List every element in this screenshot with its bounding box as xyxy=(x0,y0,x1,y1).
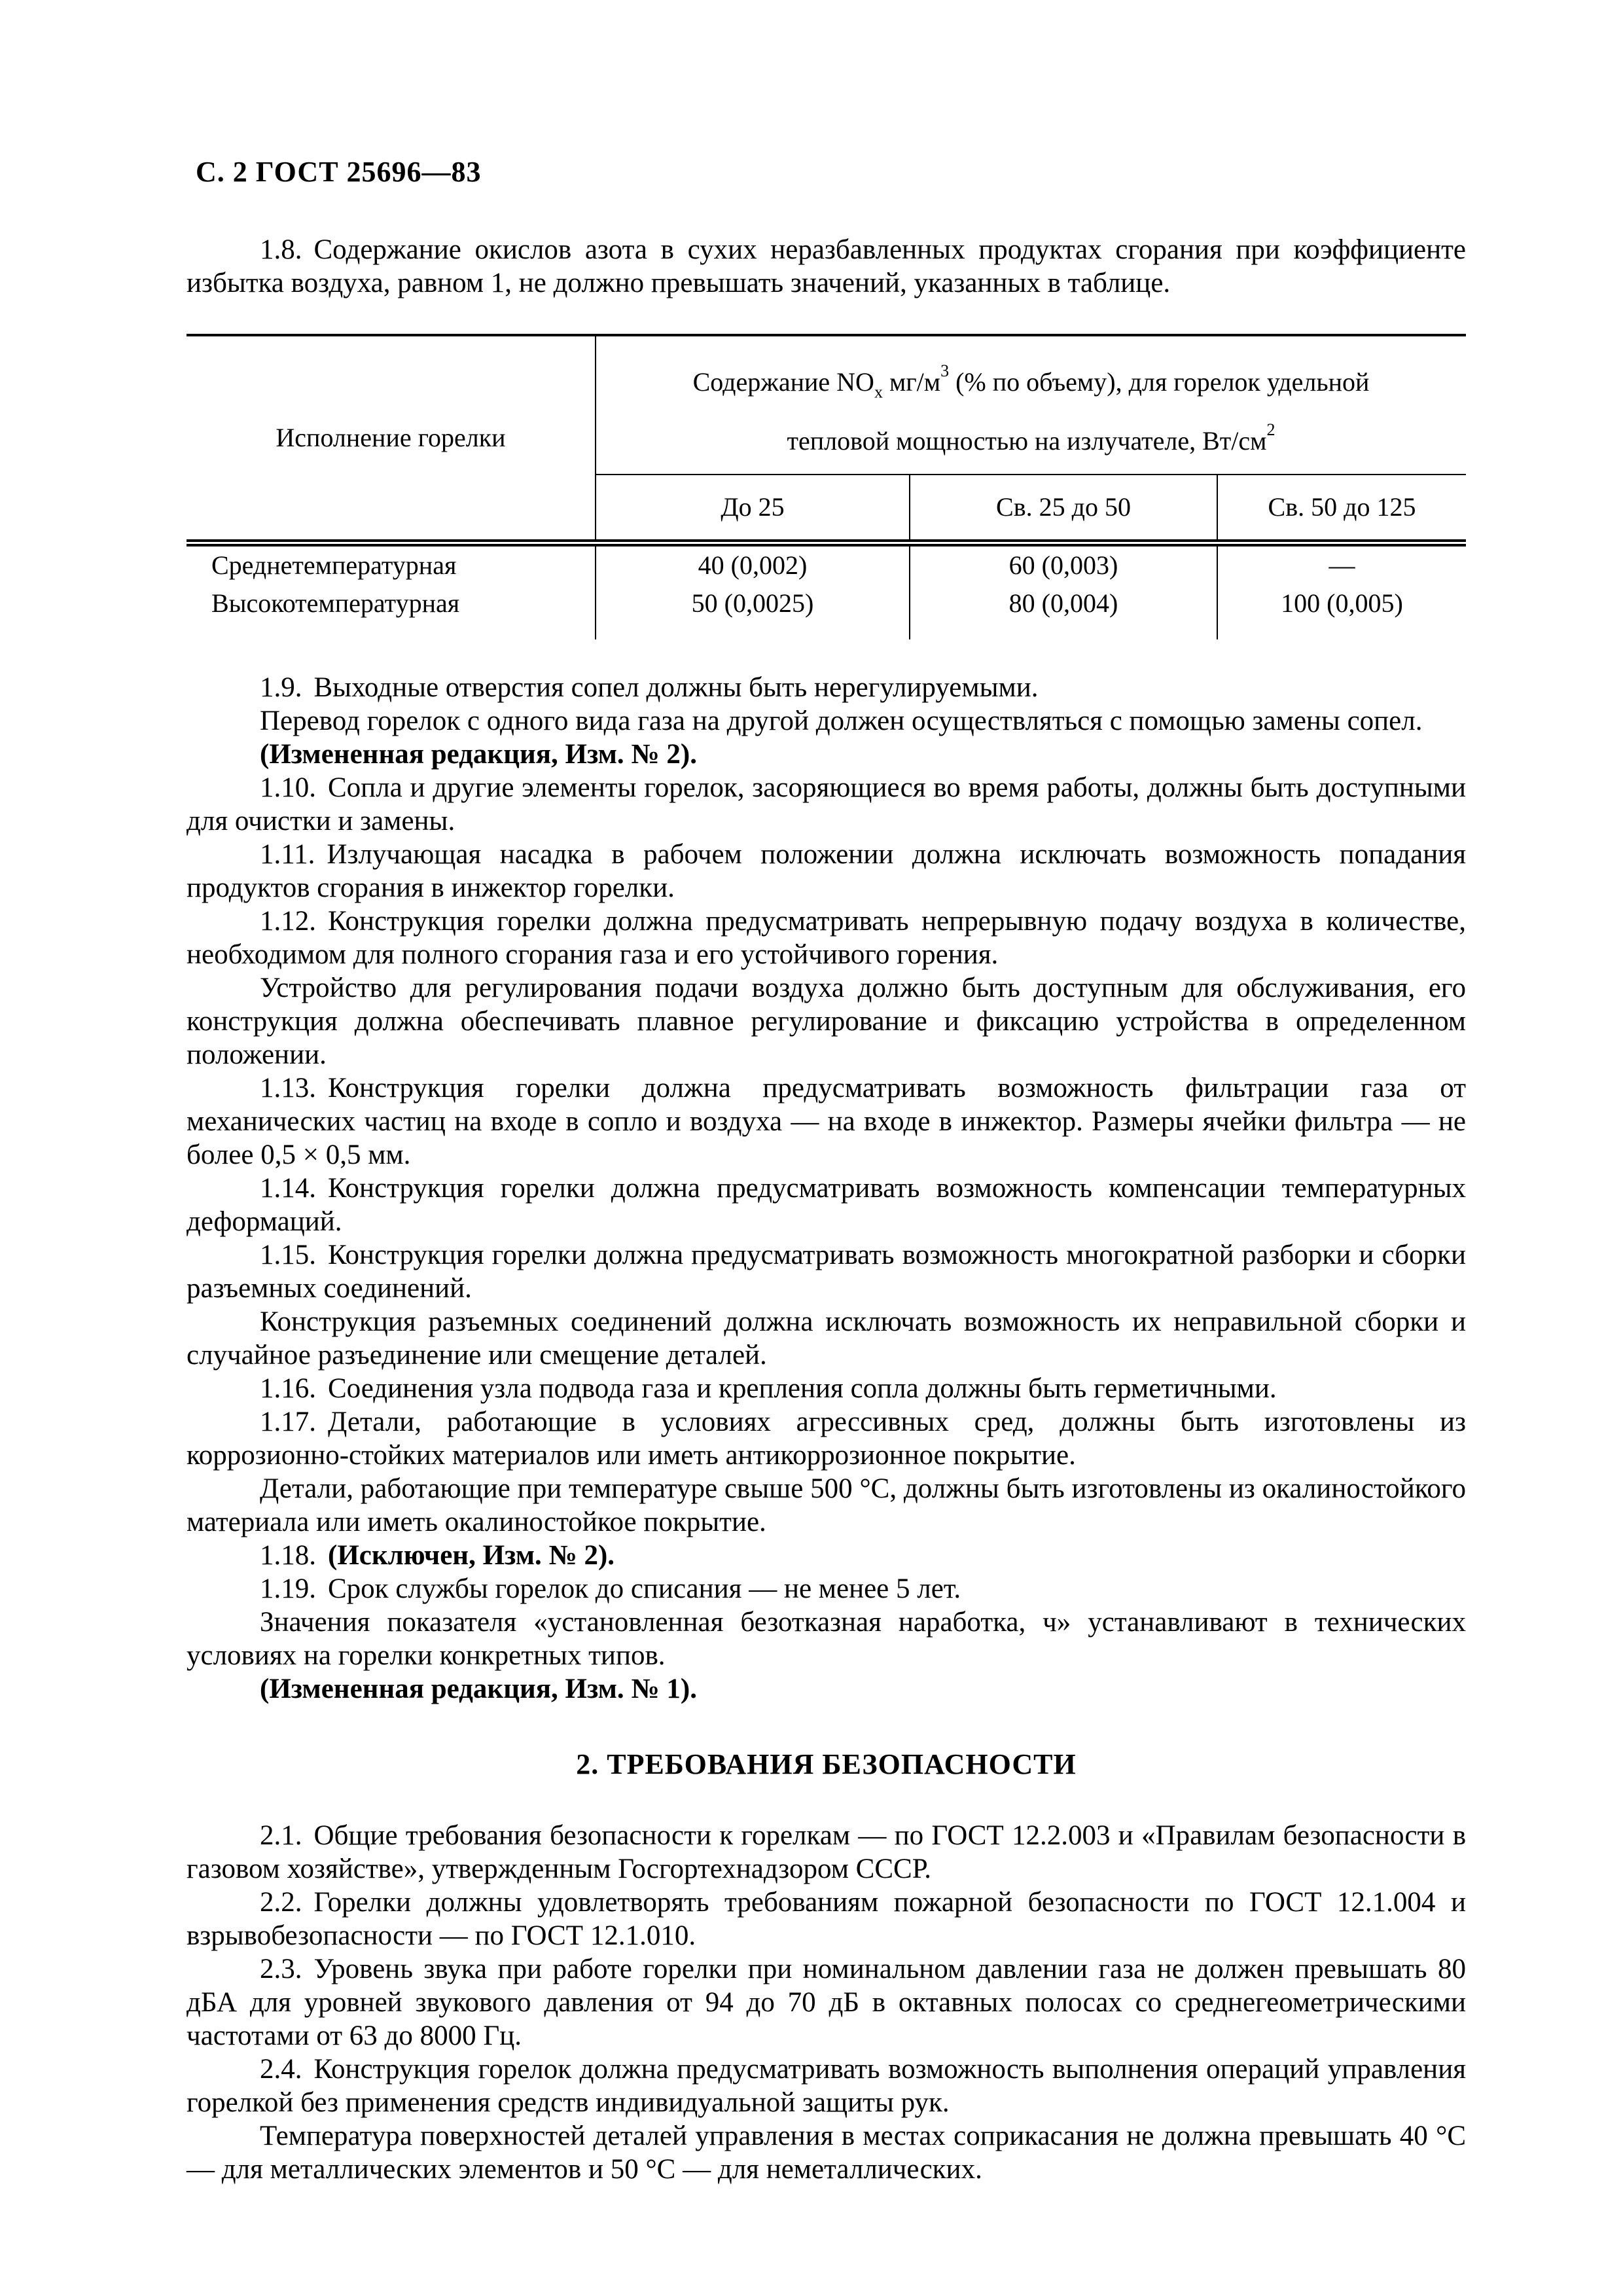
paragraph xyxy=(187,1672,1466,1706)
paragraph-text: Выходные отверстия сопел должны быть нерегулируемыми. xyxy=(313,672,1039,703)
paragraph-text: Содержание окислов азота в сухих неразбавленных продуктах сгорания при коэффициенте избытка воздуха, равном 1, не должно превышать значений, указанных в таблице. xyxy=(187,234,1466,298)
paragraph xyxy=(187,1572,1466,1605)
paragraph-text: Конструкция горелок должна предусматривать возможность выполнения операций управления горелкой без применения средств индивидуальной защиты рук. xyxy=(187,2053,1466,2118)
nox-value-cell: 50 (0,0025) xyxy=(596,584,910,639)
paragraph-number: 1.16. xyxy=(260,1372,316,1404)
paragraph-number: 1.11. xyxy=(260,838,315,870)
paragraph-text: Горелки должны удовлетворять требованиям пожарной безопасности по ГОСТ 12.1.004 и взрывобезопасности — по ГОСТ 12.1.010. xyxy=(187,1886,1466,1951)
paragraph-number: 1.17. xyxy=(260,1406,316,1437)
paragraph-text: Температура поверхностей деталей управления в местах соприкасания не должна превышать 40 °С — для металлических элементов и 50 °С — для неметаллических. xyxy=(187,2120,1466,2185)
paragraph xyxy=(187,1472,1466,1539)
paragraph xyxy=(187,671,1466,704)
paragraph-number: 2.1. xyxy=(260,1820,302,1851)
table-subheader-range-1: До 25 xyxy=(596,475,910,543)
paragraph xyxy=(187,838,1466,905)
paragraph-text: (Измененная редакция, Изм. № 1). xyxy=(260,1673,697,1704)
page-content xyxy=(187,156,1466,2186)
paragraph-text: Перевод горелок с одного вида газа на другой должен осуществляться с помощью замены сопел. xyxy=(260,705,1423,736)
paragraph-number: 1.19. xyxy=(260,1573,316,1604)
nox-value-cell: — xyxy=(1217,543,1466,584)
paragraph-number: 2.3. xyxy=(260,1953,302,1984)
table-header-nox-part: x xyxy=(874,382,883,402)
table-header-nox-part: мг/м xyxy=(882,367,941,397)
paragraph-text: (Исключен, Изм. № 2). xyxy=(328,1539,615,1571)
paragraph xyxy=(187,1539,1466,1572)
paragraph-text: Сопла и другие элементы горелок, засоряющиеся во время работы, должны быть доступными для очистки и замены. xyxy=(187,772,1466,836)
paragraph-number: 1.10. xyxy=(260,772,316,803)
burner-type-cell: Среднетемпературная xyxy=(211,550,457,580)
table-subheader-range-3: Св. 50 до 125 xyxy=(1217,475,1466,543)
paragraph xyxy=(187,1605,1466,1672)
paragraph-number: 2.4. xyxy=(260,2053,302,2085)
table-header-nox-part: (% по объему), для горелок удельной тепловой мощностью на излучателе, Вт/см xyxy=(787,367,1370,456)
table-subheader-range-2: Св. 25 до 50 xyxy=(910,475,1217,543)
table-header-nox-content xyxy=(596,335,1466,475)
table-header-burner-type: Исполнение горелки xyxy=(187,335,596,543)
paragraph xyxy=(187,1886,1466,1952)
paragraph-text: Конструкция горелки должна предусматривать возможность многократной разборки и сборки разъемных соединений. xyxy=(187,1239,1466,1304)
paragraph xyxy=(187,738,1466,771)
paragraph-text: (Измененная редакция, Изм. № 2). xyxy=(260,738,697,770)
nox-value-cell: 60 (0,003) xyxy=(910,543,1217,584)
paragraph xyxy=(187,2053,1466,2119)
paragraph-number: 2.2. xyxy=(260,1886,302,1918)
nox-value-cell: 40 (0,002) xyxy=(596,543,910,584)
table-header-nox-part: 2 xyxy=(1266,420,1275,440)
burner-type-cell: Высокотемпературная xyxy=(211,588,460,618)
paragraph-text: Устройство для регулирования подачи воздуха должно быть доступным для обслуживания, его конструкция должна обеспечивать плавное регулирование и фиксацию устройства в определенном положении. xyxy=(187,972,1466,1070)
paragraph xyxy=(187,1238,1466,1305)
section1-paragraphs-before-table xyxy=(187,233,1466,300)
paragraph xyxy=(187,905,1466,971)
nox-limits-table xyxy=(187,334,1466,639)
paragraph-text: Излучающая насадка в рабочем положении должна исключать возможность попадания продуктов сгорания в инжектор горелки. xyxy=(187,838,1466,903)
paragraph-number: 1.13. xyxy=(260,1072,316,1103)
paragraph xyxy=(187,1952,1466,2053)
paragraph-text: Общие требования безопасности к горелкам — по ГОСТ 12.2.003 и «Правилам безопасности в газовом хозяйстве», утвержденным Госгортехнадзором СССР. xyxy=(187,1820,1466,1884)
section2-heading: 2. ТРЕБОВАНИЯ БЕЗОПАСНОСТИ xyxy=(576,1748,1077,1780)
page-header: С. 2 ГОСТ 25696—83 xyxy=(196,156,482,188)
paragraph-text: Конструкция разъемных соединений должна исключать возможность их неправильной сборки и случайное разъединение или смещение деталей. xyxy=(187,1306,1466,1371)
paragraph xyxy=(187,1305,1466,1372)
table-row xyxy=(187,543,1466,584)
paragraph-number: 1.8. xyxy=(260,234,302,265)
paragraph xyxy=(187,1372,1466,1405)
paragraph xyxy=(187,704,1466,738)
paragraph-number: 1.9. xyxy=(260,672,302,703)
nox-value-cell: 100 (0,005) xyxy=(1217,584,1466,639)
paragraph-text: Детали, работающие в условиях агрессивных сред, должны быть изготовлены из коррозионно-стойких материалов или иметь антикоррозионное покрытие. xyxy=(187,1406,1466,1471)
paragraph-number: 1.15. xyxy=(260,1239,316,1270)
paragraph-text: Конструкция горелки должна предусматривать возможность фильтрации газа от механических частиц на входе в сопло и воздуха — на входе в инжектор. Размеры ячейки фильтра — не более 0,5 × 0,5 мм. xyxy=(187,1072,1466,1170)
paragraph-number: 1.18. xyxy=(260,1539,316,1571)
paragraph xyxy=(187,1819,1466,1886)
paragraph xyxy=(187,233,1466,300)
section1-paragraphs-after-table xyxy=(187,671,1466,1706)
table-header-nox-part: 3 xyxy=(940,361,950,380)
paragraph xyxy=(187,2119,1466,2186)
paragraph-text: Соединения узла подвода газа и крепления сопла должны быть герметичными. xyxy=(328,1372,1277,1404)
paragraph xyxy=(187,1405,1466,1472)
paragraph-text: Конструкция горелки должна предусматривать непрерывную подачу воздуха в количестве, необходимом для полного сгорания газа и его устойчивого горения. xyxy=(187,905,1466,970)
paragraph xyxy=(187,1071,1466,1172)
paragraph-text: Срок службы горелок до списания — не менее 5 лет. xyxy=(328,1573,961,1604)
section2-paragraphs xyxy=(187,1819,1466,2186)
table-header-nox-part: Содержание NO xyxy=(692,367,874,397)
paragraph xyxy=(187,771,1466,838)
nox-value-cell: 80 (0,004) xyxy=(910,584,1217,639)
table-row xyxy=(187,584,1466,639)
paragraph-text: Уровень звука при работе горелки при номинальном давлении газа не должен превышать 80 дБА для уровней звукового давления от 94 до 70 дБ в октавных полосах со среднегеометрическими частотами от 63 до 8000 Гц. xyxy=(187,1953,1466,2051)
paragraph-text: Конструкция горелки должна предусматривать возможность компенсации температурных деформаций. xyxy=(187,1172,1466,1237)
paragraph-number: 1.12. xyxy=(260,905,316,937)
paragraph-text: Детали, работающие при температуре свыше 500 °С, должны быть изготовлены из окалиностойкого материала или иметь окалиностойкое покрытие. xyxy=(187,1473,1466,1537)
table-body xyxy=(187,543,1466,639)
table-header-row xyxy=(187,335,1466,475)
paragraph xyxy=(187,971,1466,1071)
paragraph-text: Значения показателя «установленная безотказная наработка, ч» устанавливают в технических условиях на горелки конкретных типов. xyxy=(187,1606,1466,1671)
paragraph-number: 1.14. xyxy=(260,1172,316,1204)
paragraph xyxy=(187,1172,1466,1238)
